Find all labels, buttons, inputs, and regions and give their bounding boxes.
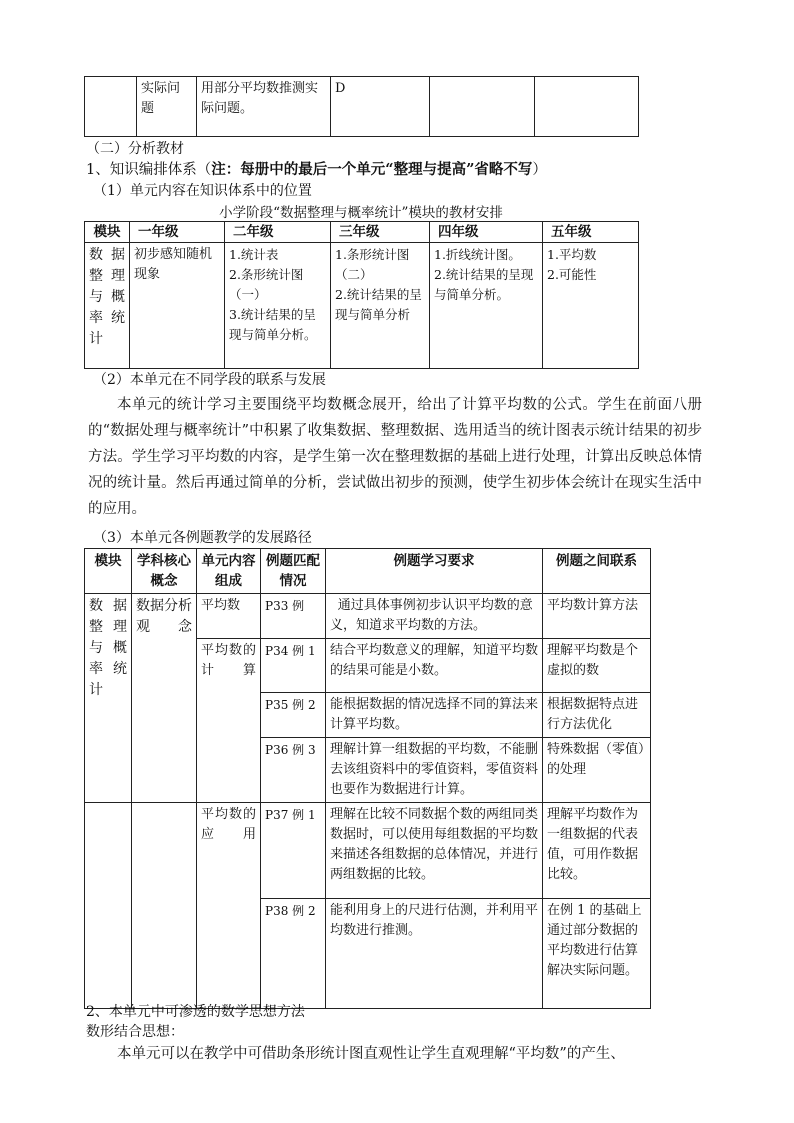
table1-header: 三年级 [331, 222, 430, 243]
table2-example: P34 例 1 [261, 639, 326, 693]
curriculum-table [84, 221, 639, 369]
table2-header: 例题之间联系 [543, 549, 651, 594]
top-table-cell: D [331, 77, 430, 137]
section-heading-analysis: （二）分析教材 [86, 141, 184, 157]
heading-suffix: ） [532, 162, 547, 178]
table1-header: 模块 [85, 222, 130, 243]
table2-requirement: 理解计算一组数据的平均数，不能删去该组资料中的零值资料，零值资料也要作为数据进行计算。 [326, 738, 543, 803]
method-heading: 数形结合思想： [86, 1024, 184, 1040]
top-table-cell [535, 77, 639, 137]
table2-example: P36 例 3 [261, 738, 326, 803]
table1-module: 数据整理与概率统计 [85, 243, 130, 369]
table2-example: P38 例 2 [261, 899, 326, 1009]
table2-requirement: 能根据数据的情况选择不同的算法来计算平均数。 [326, 693, 543, 738]
top-table-cell [85, 77, 137, 137]
table2-header: 模块 [85, 549, 132, 594]
table2-requirement: 通过具体事例初步认识平均数的意义，知道求平均数的方法。 [326, 594, 543, 639]
table1-grade2: 1.统计表 2.条形统计图（一） 3.统计结果的呈现与简单分析。 [225, 243, 331, 369]
table2-module-empty [85, 803, 132, 1009]
table1-grade5: 1.平均数 2.可能性 [543, 243, 639, 369]
table1-grade1: 初步感知随机现象 [130, 243, 225, 369]
connection-paragraph: 本单元的统计学习主要围绕平均数概念展开，给出了计算平均数的公式。学生在前面八册的“数据处理与概率统计”中积累了收集数据、整理数据、选用适当的统计图表示统计结果的初步方法。学生学习平均数的内容，是学生第一次在整理数据的基础上进行处理，计算出反映总体情况的统计量。然后再通过简单的分析，尝试做出初步的预测，使学生初步体会统计在现实生活中的应用。 [88, 397, 702, 517]
table2-example: P33 例 [261, 594, 326, 639]
table1-caption: 小学阶段“数据整理与概率统计”模块的教材安排 [219, 205, 503, 221]
table2-example: P37 例 1 [261, 803, 326, 899]
table1-header: 一年级 [130, 222, 225, 243]
table2-header: 单元内容组成 [197, 549, 261, 594]
table1-header: 五年级 [543, 222, 639, 243]
table2-relation: 理解平均数是个虚拟的数 [543, 639, 651, 693]
table2-concept-empty [132, 803, 197, 1009]
table2-requirement: 理解在比较不同数据个数的两组同类数据时，可以使用每组数据的平均数来描述各组数据的总体情况，并进行两组数据的比较。 [326, 803, 543, 899]
table2-concept: 数据分析观念 [132, 594, 197, 803]
top-table-cell: 用部分平均数推测实际问题。 [197, 77, 331, 137]
subheading-connection: （2）本单元在不同学段的联系与发展 [93, 372, 326, 388]
table1-header: 四年级 [430, 222, 543, 243]
heading-prefix: 1、知识编排体系（ [86, 162, 212, 178]
table1-header: 二年级 [225, 222, 331, 243]
subheading-path: （3）本单元各例题教学的发展路径 [93, 530, 312, 546]
table2-relation: 理解平均数作为一组数据的代表值，可用作数据比较。 [543, 803, 651, 899]
top-table-cell: 实际问题 [137, 77, 197, 137]
table2-requirement: 结合平均数意义的理解，知道平均数的结果可能是小数。 [326, 639, 543, 693]
table2-header: 例题匹配情况 [261, 549, 326, 594]
table2-relation: 根据数据特点进行方法优化 [543, 693, 651, 738]
table2-relation: 特殊数据（零值）的处理 [543, 738, 651, 803]
table2-relation: 平均数计算方法 [543, 594, 651, 639]
top-table-cell [430, 77, 535, 137]
table2-header: 例题学习要求 [326, 549, 543, 594]
table2-relation: 在例 1 的基础上通过部分数据的平均数进行估算解决实际问题。 [543, 899, 651, 1009]
top-table [84, 76, 639, 137]
table2-unit: 平均数 [197, 594, 261, 639]
method-paragraph: 本单元可以在教学中可借助条形统计图直观性让学生直观理解“平均数”的产生、 [117, 1046, 625, 1062]
example-path-table [84, 548, 651, 1009]
table1-grade4: 1.折线统计图。 2.统计结果的呈现与简单分析。 [430, 243, 543, 369]
table2-unit: 平均数的计算 [197, 639, 261, 803]
table1-grade3: 1.条形统计图（二） 2.统计结果的呈现与简单分析 [331, 243, 430, 369]
table2-requirement: 能利用身上的尺进行估测，并利用平均数进行推测。 [326, 899, 543, 1009]
subheading-position: （1）单元内容在知识体系中的位置 [93, 183, 312, 199]
table2-example: P35 例 2 [261, 693, 326, 738]
heading-note: 注：每册中的最后一个单元“整理与提高”省略不写 [211, 161, 533, 178]
table2-unit: 平均数的应用 [197, 803, 261, 1009]
knowledge-system-heading [86, 160, 547, 180]
table2-module: 数据整理与概率统计 [85, 594, 132, 803]
table2-header: 学科核心概念 [132, 549, 197, 594]
section-heading-methods: 2、本单元中可渗透的数学思想方法 [86, 1004, 305, 1020]
